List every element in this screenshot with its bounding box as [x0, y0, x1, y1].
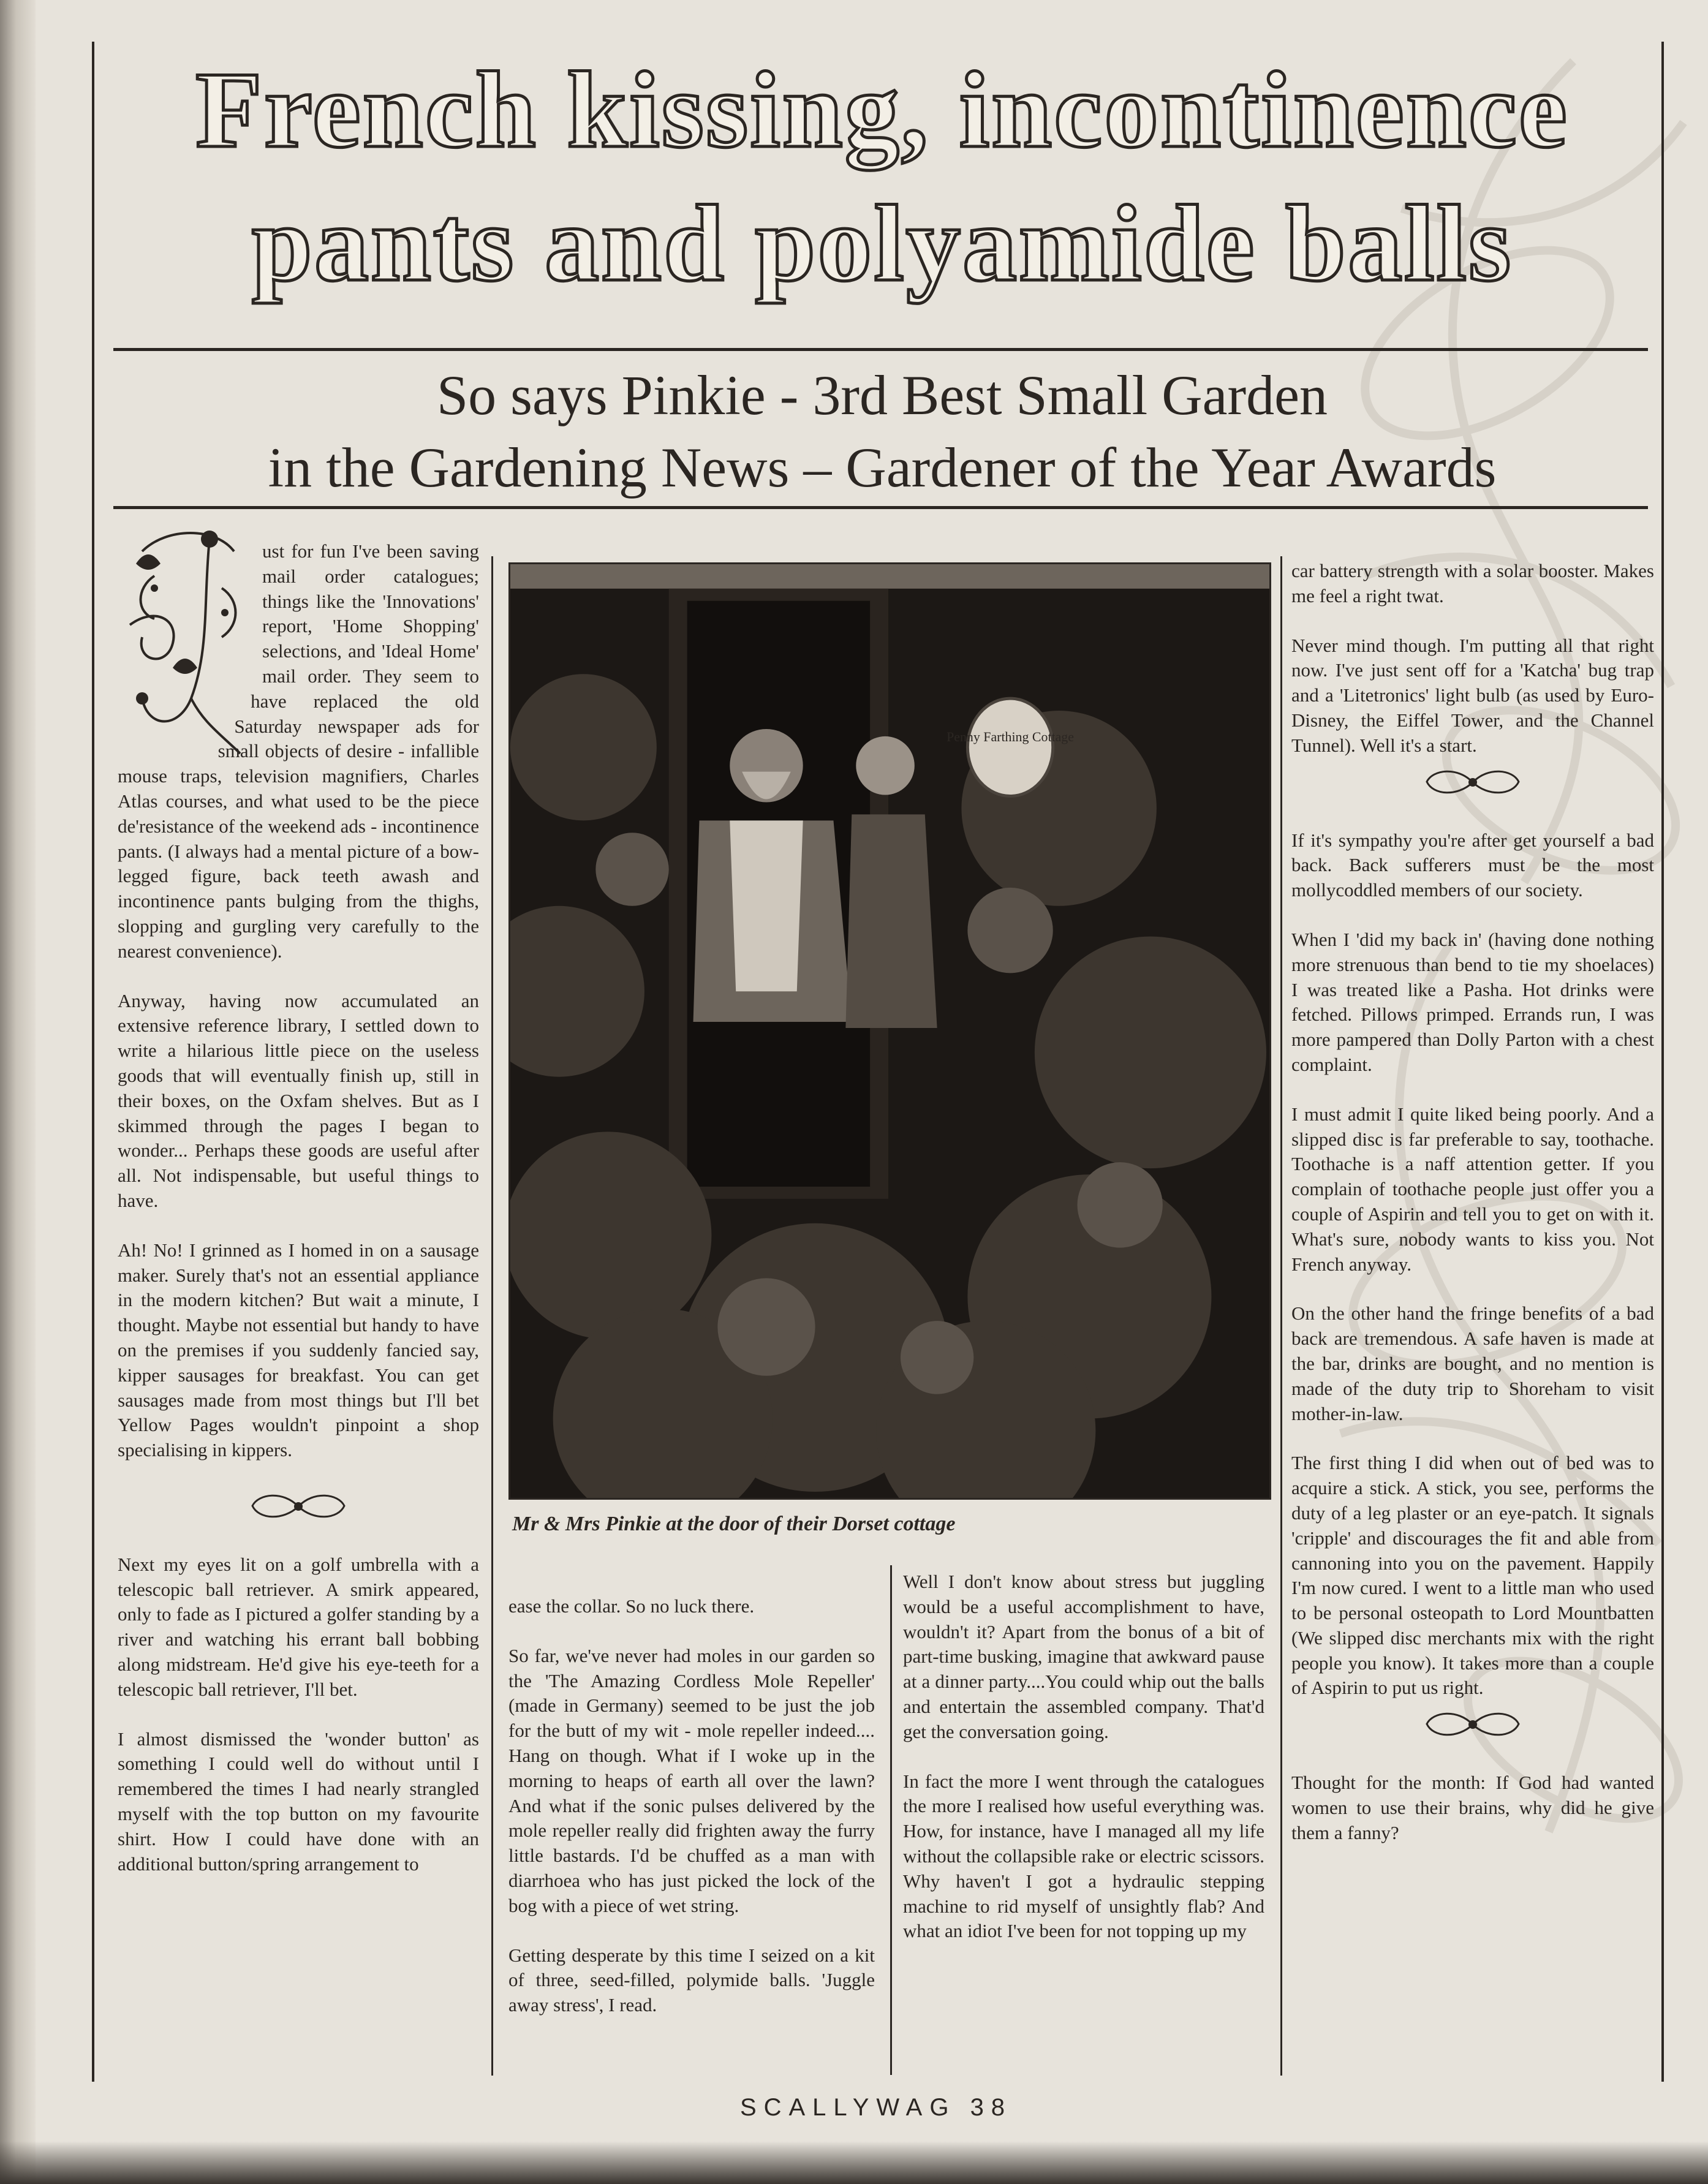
- article-column-1: [118, 539, 479, 1901]
- column-divider: [890, 1565, 892, 2075]
- cottage-door-photo: [508, 562, 1271, 1500]
- headline-divider-bottom: [113, 506, 1648, 509]
- page-binding-edge: [0, 0, 36, 2184]
- section-flourish-icon: [1421, 1706, 1525, 1744]
- paragraph: ease the collar. So no luck there.: [508, 1595, 755, 1617]
- headline-line-2: pants and polyamide balls: [251, 183, 1513, 304]
- paragraph: Thought for the month: If God had wanted women to use their brains, why did he give them a fanny?: [1291, 1772, 1654, 1843]
- paragraph: I almost dismissed the 'wonder button' as something I could well do without until I remembered the times I had nearly strangled myself with the top button on my favourite shirt. How I could have done with an additional button/spring arrangement to: [118, 1728, 479, 1875]
- subheadline-line-2: in the Gardening News – Gardener of the Year Awards: [268, 436, 1497, 499]
- paragraph: ust for fun I've been saving mail order catalogues; things like the 'Innovations' report, 'Home Shopping' selections, and 'Ideal Home' mail order. They seem to have replaced the old Saturday newspaper ads for small objects of desire - infallible mouse traps, television magnifiers, Charles Atlas courses, and what used to be the piece de'resistance of the weekend ads - incontinence pants. (I always had a mental picture of a bow-legged figure, back teeth awash and incontinence pants bulging from the thighs, slopping and gurgling very carefully to the nearest convenience).: [118, 540, 479, 962]
- ornamental-dropcap-j-icon: [118, 515, 252, 760]
- article-column-3: [903, 1570, 1264, 1968]
- paragraph: In fact the more I went through the catalogues the more I realised how useful everything was. How, for instance, have I managed all my life without the collapsible rake or electric scissors. Why haven't I got a hydraulic stepping machine to rid myself of unsightly flab? And what an idiot I've been for not topping up my: [903, 1770, 1264, 1942]
- headline-divider-top: [113, 348, 1648, 351]
- paragraph: On the other hand the fringe benefits of a bad back are tremendous. A safe haven is made at the bar, drinks are bought, and no mention is made of the duty trip to Shoreham to visit mother-in-law.: [1291, 1302, 1654, 1424]
- headline-line-1: French kissing, incontinence: [195, 49, 1569, 170]
- paragraph: Never mind though. I'm putting all that right now. I've just sent off for a 'Katcha' bug trap and a 'Litetronics' light bulb (as used by Euro-Disney, the Eiffel Tower, and the Channel Tunnel). Well it's a start.: [1291, 634, 1654, 756]
- paragraph: I must admit I quite liked being poorly. And a slipped disc is far preferable to say, toothache. Toothache is a naff attention getter. If you complain of toothache people just offer you a couple of Aspirin and tell you to get on with it. What's sure, nobody wants to kiss you. Not French anyway.: [1291, 1103, 1654, 1275]
- subheadline: [116, 359, 1648, 504]
- photo-caption: Mr & Mrs Pinkie at the door of their Dorset cottage: [512, 1513, 956, 1535]
- paragraph: If it's sympathy you're after get yourself a bad back. Back sufferers must be the most mollycoddled members of our society.: [1291, 829, 1654, 901]
- paragraph: When I 'did my back in' (having done nothing more strenuous than bend to tie my shoelaces) I was treated like a Pasha. Hot drinks were fetched. Pillows primped. Errands run, I was more pampered than Dolly Parton with a chest complaint.: [1291, 928, 1654, 1075]
- page-frame-right-rule: [1661, 42, 1664, 2082]
- article-column-4: [1291, 559, 1654, 1870]
- page-frame-left-rule: [92, 42, 94, 2082]
- article-column-2: [508, 1594, 875, 2042]
- page-footer: SCALLYWAG 38: [739, 2094, 1013, 2121]
- scan-bottom-shadow: [0, 2141, 1708, 2184]
- section-flourish-icon: [1421, 763, 1525, 801]
- paragraph: The first thing I did when out of bed was to acquire a stick. A stick, you see, performs the duty of a leg plaster or an eye-patch. It signals 'cripple' and discourages the fit and able from cannoning into you on the pavement. Happily I'm now cured. I went to a little man who used to be personal osteopath to Lord Mountbatten (We slipped disc merchants mix with the right people you know). It takes more than a couple of Aspirin to put us right.: [1291, 1452, 1654, 1699]
- paragraph: Next my eyes lit on a golf umbrella with a telescopic ball retriever. A smirk appeared, only to fade as I pictured a golfer standing by a river and watching his errant ball bobbing along midstream. He'd give his eye-teeth for a telescopic ball retriever, I'll bet.: [118, 1553, 479, 1700]
- paragraph: Getting desperate by this time I seized on a kit of three, seed-filled, polymide balls. 'Juggle away stress', I read.: [508, 1944, 875, 2016]
- paragraph: car battery strength with a solar booster. Makes me feel a right twat.: [1291, 560, 1654, 606]
- subheadline-line-1: So says Pinkie - 3rd Best Small Garden: [437, 364, 1328, 426]
- paragraph: Well I don't know about stress but juggling would be a useful accomplishment to have, wouldn't it? Apart from the bonus of a bit of part-time busking, imagine that awkward pause at a dinner party....You could whip out the balls and entertain the assembled company. That'd get the conversation going.: [903, 1571, 1264, 1742]
- cottage-sign-text: Penny Farthing Cottage: [947, 728, 1074, 744]
- column-divider: [491, 556, 493, 2076]
- paragraph: Ah! No! I grinned as I homed in on a sausage maker. Surely that's not an essential appliance in the modern kitchen? But wait a minute, I thought. Maybe not essential but handy to have on the premises if you suddenly fancied say, kipper sausages for breakfast. You can get sausages made from most things but I'll bet Yellow Pages wouldn't pinpoint a shop specialising in kippers.: [118, 1239, 479, 1461]
- paragraph: So far, we've never had moles in our garden so the 'The Amazing Cordless Mole Repeller' (made in Germany) seemed to be just the job for the butt of my wit - mole repeller indeed.... Hang on though. What if I woke up in the morning to heaps of earth all over the lawn? And what if the sonic pulses delivered by the mole repeller really did frighten away the furry little bastards. I'd be chuffed as a man with diarrhoea who has just picked the lock of the bog with a piece of wet string.: [508, 1644, 875, 1916]
- headline: [116, 43, 1648, 310]
- column-divider: [1280, 556, 1282, 2076]
- paragraph: Anyway, having now accumulated an extensive reference library, I settled down to write a hilarious little piece on the useless goods that will eventually finish up, still in their boxes, on the Oxfam shelves. But as I skimmed through the pages I began to wonder... Perhaps these goods are useful after all. Not indispensable, but useful things to have.: [118, 989, 479, 1211]
- photo-couple-at-door: [510, 564, 1269, 1498]
- section-flourish-icon: [246, 1487, 350, 1525]
